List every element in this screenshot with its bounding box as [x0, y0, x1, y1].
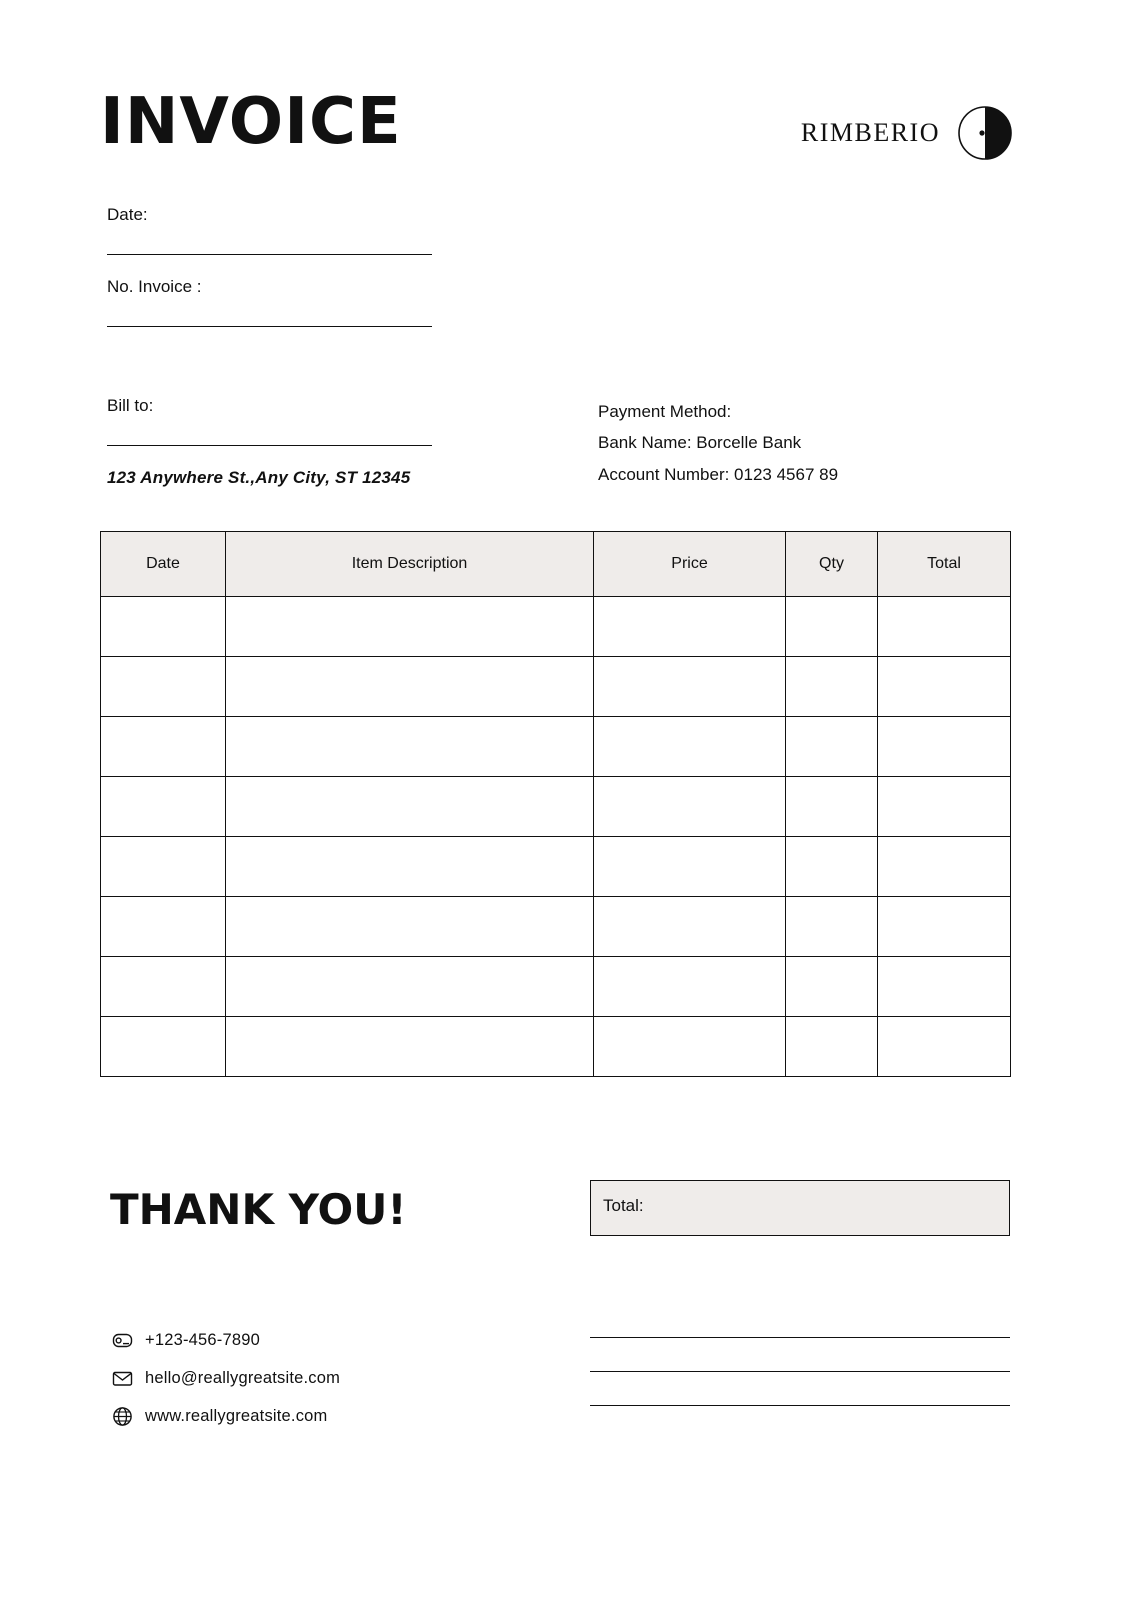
contact-info — [112, 1330, 532, 1444]
signature-line-1[interactable] — [590, 1336, 1010, 1338]
table-cell[interactable] — [101, 657, 226, 717]
contact-email[interactable] — [112, 1368, 532, 1389]
bank-name: Bank Name: Borcelle Bank — [598, 433, 802, 453]
table-cell[interactable] — [226, 597, 594, 657]
invoice-meta — [107, 205, 527, 349]
table-cell[interactable] — [786, 597, 878, 657]
table-cell[interactable] — [101, 837, 226, 897]
table-cell[interactable] — [226, 657, 594, 717]
globe-icon — [112, 1406, 133, 1427]
brand-name: RIMBERIO — [800, 118, 940, 147]
bill-to-block — [107, 396, 527, 488]
contact-phone-text: +123-456-7890 — [145, 1331, 260, 1349]
table-cell[interactable] — [226, 957, 594, 1017]
column-header-date: Date — [101, 532, 226, 597]
table-cell[interactable] — [878, 957, 1011, 1017]
table-row — [101, 837, 1011, 897]
column-header-total: Total — [878, 532, 1011, 597]
thank-you-heading: THANK YOU! — [110, 1185, 407, 1234]
table-cell[interactable] — [226, 837, 594, 897]
contact-website-text: www.reallygreatsite.com — [145, 1407, 328, 1425]
table-cell[interactable] — [594, 1017, 786, 1077]
table-cell[interactable] — [786, 957, 878, 1017]
payment-method-block — [598, 396, 1028, 490]
table-cell[interactable] — [594, 777, 786, 837]
table-cell[interactable] — [786, 777, 878, 837]
table-cell[interactable] — [786, 897, 878, 957]
contact-website[interactable] — [112, 1406, 532, 1427]
table-cell[interactable] — [594, 657, 786, 717]
table-cell[interactable] — [878, 597, 1011, 657]
table-cell[interactable] — [878, 717, 1011, 777]
table-cell[interactable] — [101, 777, 226, 837]
table-cell[interactable] — [786, 837, 878, 897]
bill-to-address: 123 Anywhere St.,Any City, ST 12345 — [107, 468, 411, 487]
table-row — [101, 897, 1011, 957]
date-input-line[interactable] — [107, 253, 432, 255]
envelope-icon — [112, 1368, 133, 1389]
table-cell[interactable] — [101, 957, 226, 1017]
table-cell[interactable] — [786, 717, 878, 777]
bill-to-input-line[interactable] — [107, 444, 432, 446]
circle-moon-logo-icon — [958, 106, 1012, 160]
account-number: Account Number: 0123 4567 89 — [598, 464, 839, 484]
table-cell[interactable] — [878, 657, 1011, 717]
phone-icon — [112, 1330, 133, 1351]
column-header-price: Price — [594, 532, 786, 597]
table-row — [101, 597, 1011, 657]
grand-total-label: Total: — [603, 1196, 644, 1215]
table-cell[interactable] — [101, 897, 226, 957]
contact-phone[interactable] — [112, 1330, 532, 1351]
table-row — [101, 1017, 1011, 1077]
table-cell[interactable] — [594, 837, 786, 897]
table-cell[interactable] — [878, 897, 1011, 957]
table-row — [101, 777, 1011, 837]
table-row — [101, 657, 1011, 717]
page-title: INVOICE — [100, 85, 402, 159]
contact-email-text: hello@reallygreatsite.com — [145, 1369, 341, 1387]
table-cell[interactable] — [101, 597, 226, 657]
table-cell[interactable] — [786, 657, 878, 717]
table-cell[interactable] — [594, 717, 786, 777]
table-row — [101, 957, 1011, 1017]
table-cell[interactable] — [226, 897, 594, 957]
signature-line-2[interactable] — [590, 1370, 1010, 1372]
payment-method-label: Payment Method: — [598, 402, 732, 421]
table-cell[interactable] — [226, 717, 594, 777]
table-cell[interactable] — [226, 1017, 594, 1077]
table-cell[interactable] — [878, 837, 1011, 897]
brand — [801, 106, 1012, 160]
table-cell[interactable] — [594, 957, 786, 1017]
table-cell[interactable] — [594, 897, 786, 957]
grand-total-box[interactable] — [590, 1180, 1010, 1236]
table-cell[interactable] — [878, 777, 1011, 837]
column-header-qty: Qty — [786, 532, 878, 597]
table-row — [101, 717, 1011, 777]
table-header-row — [101, 532, 1011, 597]
line-items-table — [100, 531, 1011, 1077]
invoice-header — [100, 85, 1012, 170]
table-cell[interactable] — [878, 1017, 1011, 1077]
invoice-number-input-line[interactable] — [107, 325, 432, 327]
table-cell[interactable] — [101, 717, 226, 777]
signature-line-3[interactable] — [590, 1404, 1010, 1406]
signature-lines — [590, 1336, 1010, 1438]
table-cell[interactable] — [226, 777, 594, 837]
column-header-item-description: Item Description — [226, 532, 594, 597]
date-label: Date: — [107, 205, 148, 224]
table-cell[interactable] — [101, 1017, 226, 1077]
invoice-number-label: No. Invoice : — [107, 277, 202, 296]
table-cell[interactable] — [786, 1017, 878, 1077]
bill-to-label: Bill to: — [107, 396, 154, 415]
table-cell[interactable] — [594, 597, 786, 657]
